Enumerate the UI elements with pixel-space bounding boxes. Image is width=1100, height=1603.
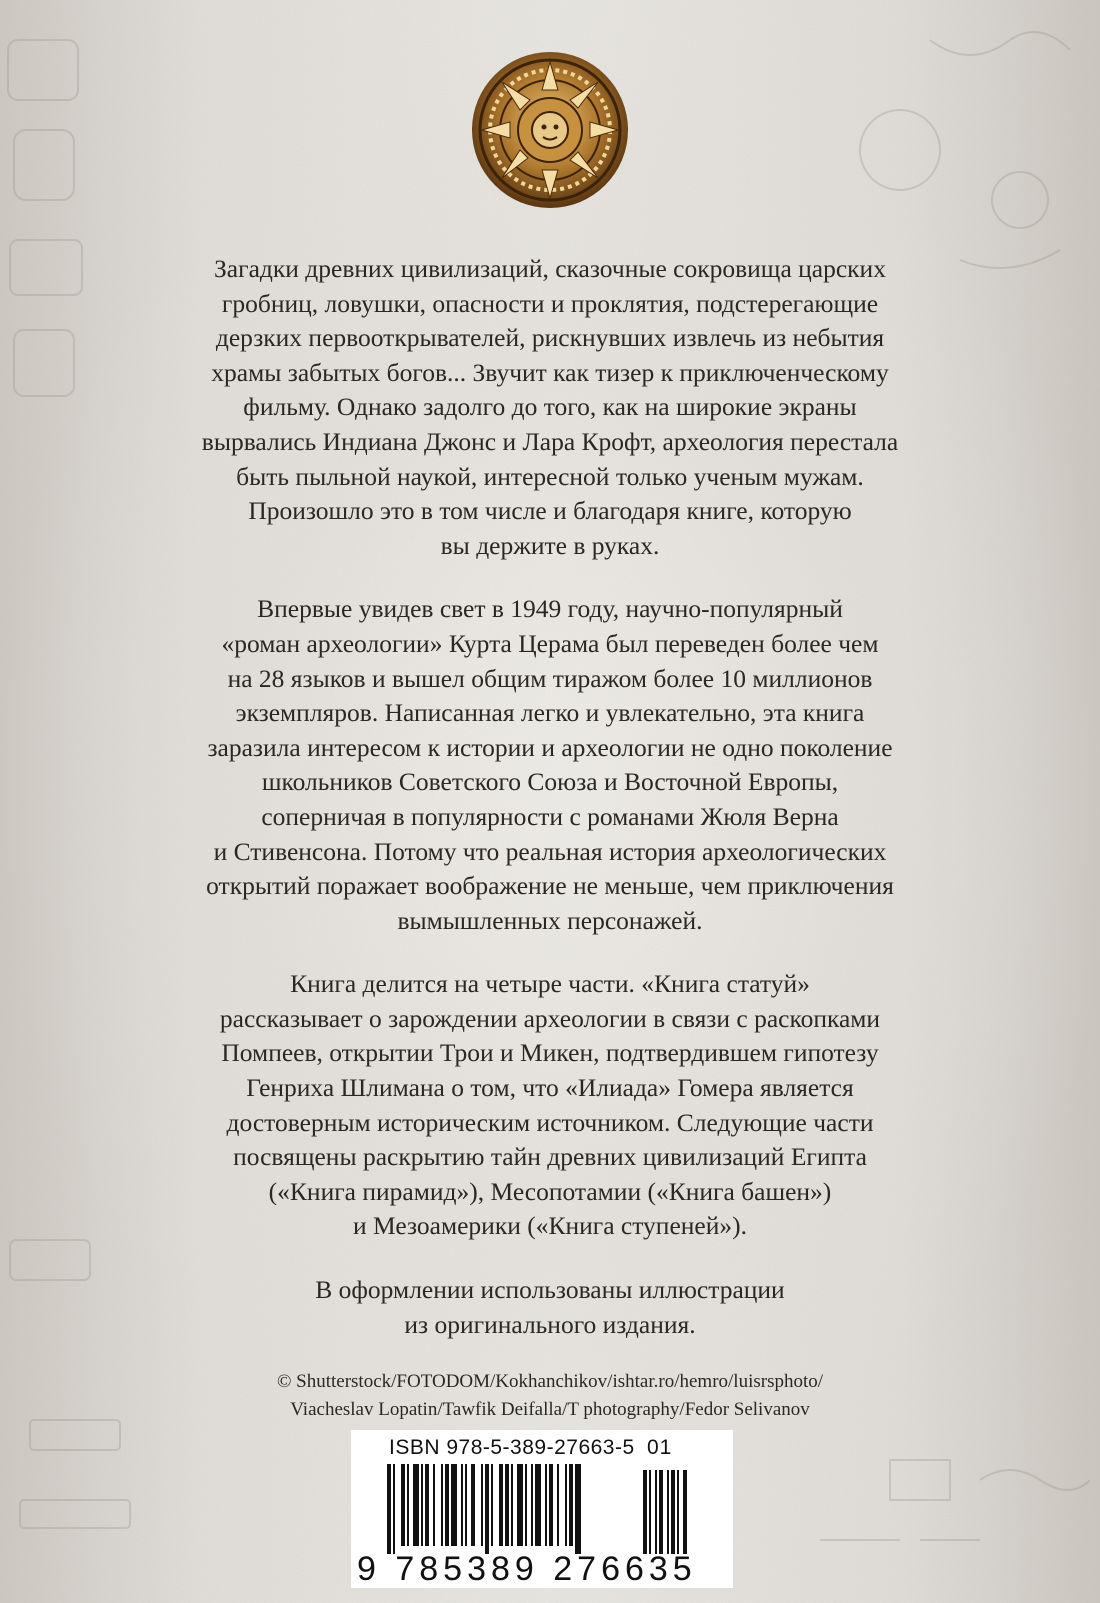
- isbn-addon: 01: [647, 1436, 673, 1459]
- barcode-bar: [433, 1464, 435, 1546]
- barcode-bar: [481, 1464, 483, 1546]
- barcode-bar: [445, 1464, 449, 1546]
- barcode-bar: [441, 1464, 443, 1546]
- barcode-bar: [525, 1464, 527, 1546]
- barcode-bar: [505, 1464, 509, 1546]
- blurb-paragraph: Загадки древних цивилизаций, сказочные сокровища царских гробниц, ловушки, опасности и проклятия, подстерегающие дерзких первооткрывателей, рискнувших извлечь из небытия храмы забытых богов... Звучит как тизер к приключенческому фильму. Однако задолго до того, как на широкие экраны вырвались Индиана Джонс и Лара Крофт, археология перестала быть пыльной наукой, интересной только ученым мужам. Произошло это в том числе и благодаря книге, которую вы держите в руках.: [201, 254, 899, 560]
- barcode-bar: [557, 1464, 559, 1546]
- barcode-bar: [451, 1464, 457, 1546]
- barcode-bar: [401, 1464, 405, 1546]
- barcode-bar: [499, 1464, 503, 1546]
- barcode-bar: [421, 1464, 423, 1546]
- barcode-bar: [545, 1464, 547, 1546]
- barcode-bar: [465, 1464, 467, 1546]
- addon-bar: [643, 1470, 647, 1554]
- aztec-calendar-stone-icon: [470, 50, 630, 210]
- barcode-bar: [575, 1464, 581, 1554]
- addon-bar: [683, 1470, 687, 1554]
- barcode-bar: [531, 1464, 533, 1546]
- barcode-bar: [565, 1464, 567, 1546]
- addon-bar: [671, 1470, 675, 1554]
- blurb-paragraph: Впервые увидев свет в 1949 году, научно-популярный «роман археологии» Курта Церама был переведен более чем на 28 языков и вышел общим тиражом более 10 миллионов экземпляров. Написанная легко и увлекательно, эта книга заразила интересом к истории и археологии не одно поколение школьников Советского Союза и Восточной Европы, соперничая в популярности с романами Жюля Верна и Стивенсона. Потому что реальная история археологических открытий поражает воображение не меньше, чем приключения вымышленных персонажей.: [206, 594, 894, 935]
- barcode-bar: [407, 1464, 409, 1546]
- ean-digits: 9 785389 276635: [357, 1550, 697, 1588]
- addon-bar: [659, 1470, 663, 1554]
- blurb-paragraph: В оформлении использованы иллюстрации из оригинального издания.: [315, 1275, 785, 1339]
- barcode-bar: [471, 1464, 475, 1546]
- barcode-bar: [393, 1464, 395, 1554]
- addon-bar: [649, 1470, 651, 1554]
- barcode-bar: [413, 1464, 419, 1546]
- barcode-bar: [511, 1464, 513, 1546]
- isbn-barcode: [351, 1430, 733, 1588]
- barcode-bar: [461, 1464, 463, 1546]
- barcode-bar: [425, 1464, 429, 1546]
- addon-bar: [655, 1470, 657, 1554]
- addon-bar: [677, 1470, 679, 1554]
- barcode-bar: [535, 1464, 541, 1546]
- barcode-bar: [387, 1464, 391, 1554]
- barcode-bar: [517, 1464, 523, 1546]
- image-credits: © Shutterstock/FOTODOM/Kokhanchikov/ishtar.ro/hemro/luisrsphoto/ Viacheslav Lopatin/Tawfik Deifalla/T photography/Fedor Selivanov: [276, 1371, 824, 1420]
- isbn-label: ISBN 978-5-389-27663-5: [389, 1436, 635, 1459]
- barcode-bar: [569, 1464, 573, 1546]
- barcode-bar: [549, 1464, 553, 1546]
- back-cover-blurb: [130, 252, 970, 1371]
- barcode-bar: [485, 1464, 489, 1554]
- barcode-bar: [491, 1464, 493, 1546]
- blurb-paragraph: Книга делится на четыре части. «Книга статуй» рассказывает о зарождении археологии в связи с раскопками Помпеев, открытии Трои и Микен, подтвердившем гипотезу Генриха Шлимана о том, что «Илиада» Гомера является достоверным историческим источником. Следующие части посвящены раскрытию тайн древних цивилизаций Египта («Книга пирамид»), Месопотамии («Книга башен») и Мезоамерики («Книга ступеней»).: [219, 969, 881, 1241]
- addon-bar: [667, 1470, 669, 1554]
